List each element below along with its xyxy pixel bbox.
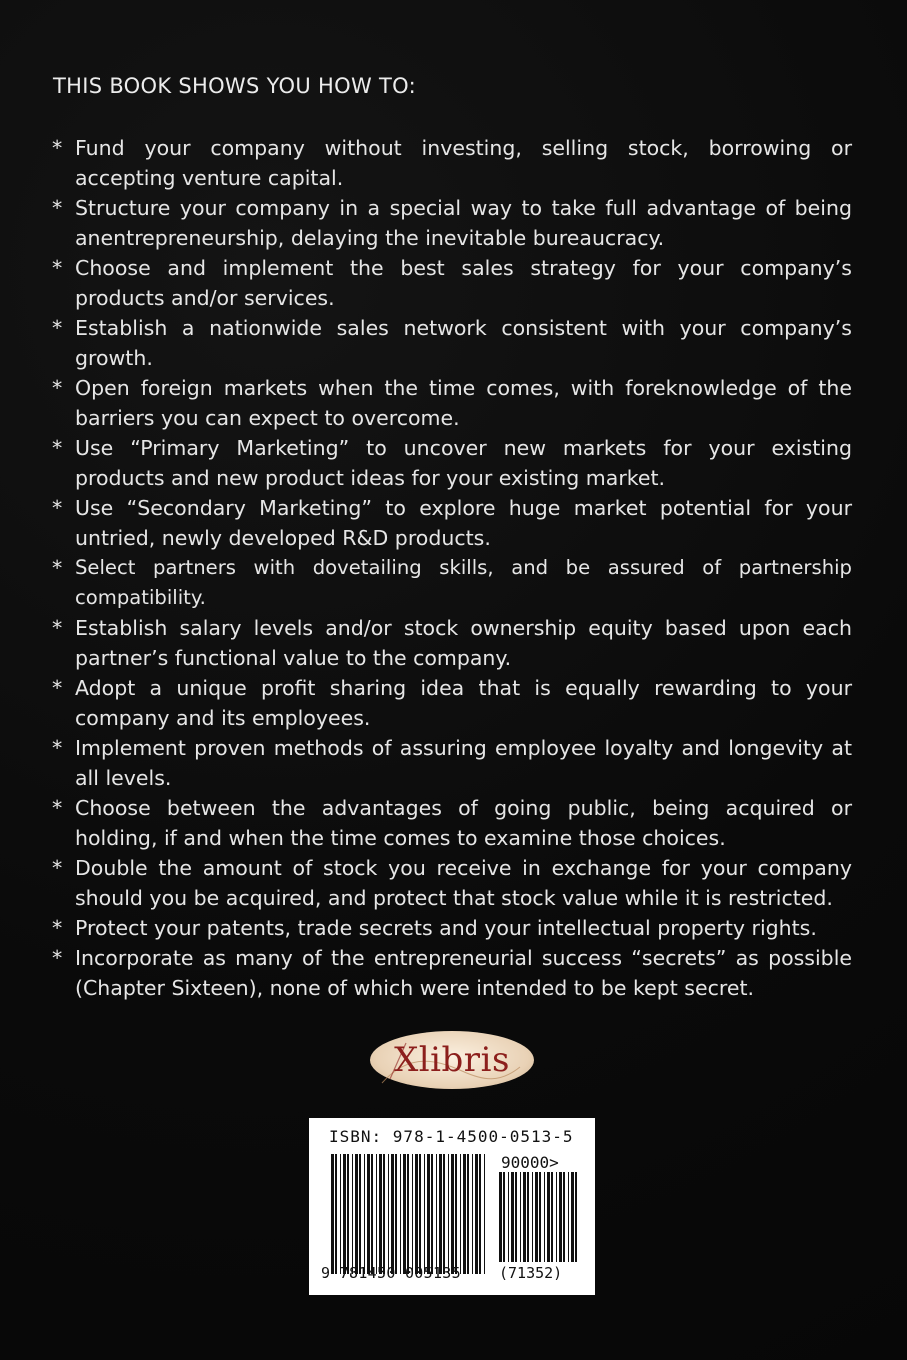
bullet-asterisk: * bbox=[52, 196, 63, 220]
barcode-bar bbox=[575, 1172, 577, 1262]
barcode-bar bbox=[403, 1154, 406, 1274]
barcode-bar bbox=[347, 1154, 349, 1274]
isbn-label: ISBN: 978-1-4500-0513-5 bbox=[329, 1127, 574, 1146]
bullet-asterisk: * bbox=[52, 256, 63, 280]
barcode-bar bbox=[407, 1154, 409, 1274]
barcode-bar bbox=[544, 1172, 545, 1262]
list-item bbox=[52, 913, 852, 943]
list-item bbox=[52, 433, 852, 493]
bullet-asterisk: * bbox=[52, 136, 63, 160]
bullet-text: Implement proven methods of assuring employee loyalty and longevity at all levels. bbox=[75, 736, 852, 790]
barcode-bar bbox=[391, 1154, 394, 1274]
barcode-bar bbox=[535, 1172, 538, 1262]
barcode-bar bbox=[547, 1172, 550, 1262]
barcode-bar bbox=[479, 1154, 481, 1274]
barcode-bar bbox=[448, 1154, 449, 1274]
bullet-text: Adopt a unique profit sharing idea that is equally rewarding to your company and its employees. bbox=[75, 676, 852, 730]
bullet-text: Fund your company without investing, selling stock, borrowing or accepting venture capital. bbox=[75, 136, 852, 190]
barcode-bar bbox=[508, 1172, 509, 1262]
barcode-bar bbox=[443, 1154, 445, 1274]
benefits-list bbox=[52, 133, 852, 1003]
barcode-bar bbox=[556, 1172, 557, 1262]
barcode-bar bbox=[431, 1154, 433, 1274]
barcode-bar bbox=[475, 1154, 478, 1274]
bullet-asterisk: * bbox=[52, 316, 63, 340]
list-item bbox=[52, 133, 852, 193]
list-item bbox=[52, 193, 852, 253]
bullet-asterisk: * bbox=[52, 376, 63, 400]
barcode-bar bbox=[503, 1172, 505, 1262]
list-item bbox=[52, 793, 852, 853]
bullet-text: Choose and implement the best sales strategy for your company’s products and/or services. bbox=[75, 256, 852, 310]
barcode-bar bbox=[412, 1154, 413, 1274]
list-item bbox=[52, 853, 852, 913]
barcode-bar bbox=[571, 1172, 574, 1262]
barcode-bar bbox=[415, 1154, 418, 1274]
barcode-bar bbox=[335, 1154, 337, 1274]
addon-digits: 90000> bbox=[501, 1153, 559, 1172]
barcode-bar bbox=[523, 1172, 526, 1262]
bullet-asterisk: * bbox=[52, 616, 63, 640]
bullet-text: Open foreign markets when the time comes, with foreknowledge of the barriers you can expect to overcome. bbox=[75, 376, 852, 430]
barcode-bar bbox=[539, 1172, 541, 1262]
barcode-bar bbox=[460, 1154, 461, 1274]
xlibris-logo bbox=[370, 1031, 534, 1089]
barcode-bar bbox=[388, 1154, 389, 1274]
back-cover-heading: THIS BOOK SHOWS YOU HOW TO: bbox=[53, 74, 416, 98]
barcode-bar bbox=[395, 1154, 397, 1274]
bullet-text: Choose between the advantages of going public, being acquired or holding, if and when the time comes to examine those choices. bbox=[75, 796, 852, 850]
bullet-text: Use “Secondary Marketing” to explore huge market potential for your untried, newly developed R&D products. bbox=[75, 496, 852, 550]
list-item bbox=[52, 373, 852, 433]
barcode-bar bbox=[551, 1172, 553, 1262]
bullet-asterisk: * bbox=[52, 736, 63, 760]
barcode-bar bbox=[400, 1154, 401, 1274]
bullet-asterisk: * bbox=[52, 676, 63, 700]
barcode-bar bbox=[340, 1154, 341, 1274]
logo-wordmark: Xlibris bbox=[394, 1040, 510, 1080]
barcode-bar bbox=[379, 1154, 382, 1274]
list-item bbox=[52, 493, 852, 553]
barcode-bar bbox=[355, 1154, 358, 1274]
barcode-bar bbox=[343, 1154, 346, 1274]
barcode-bar bbox=[331, 1154, 334, 1274]
barcode-bar bbox=[359, 1154, 361, 1274]
bullet-asterisk: * bbox=[52, 496, 63, 520]
bullet-text: Protect your patents, trade secrets and your intellectual property rights. bbox=[75, 916, 817, 940]
barcode-bar bbox=[563, 1172, 565, 1262]
barcode-bar bbox=[455, 1154, 457, 1274]
barcode-digits: 9 781450 005135 bbox=[321, 1264, 461, 1282]
barcode-bar bbox=[463, 1154, 466, 1274]
bullet-text: Select partners with dovetailing skills, and be assured of partnership compatibility. bbox=[75, 556, 852, 609]
bullet-text: Establish a nationwide sales network consistent with your company’s growth. bbox=[75, 316, 852, 370]
bullet-text: Structure your company in a special way to take full advantage of being anentrepreneurship, delaying the inevitable bureaucracy. bbox=[75, 196, 852, 250]
bullet-text: Use “Primary Marketing” to uncover new markets for your existing products and new product ideas for your existing market. bbox=[75, 436, 852, 490]
barcode-bar bbox=[532, 1172, 533, 1262]
list-item bbox=[52, 613, 852, 673]
barcode-bar bbox=[352, 1154, 353, 1274]
bullet-asterisk: * bbox=[52, 556, 63, 580]
bullet-asterisk: * bbox=[52, 856, 63, 880]
list-item bbox=[52, 733, 852, 793]
barcode-bar bbox=[472, 1154, 473, 1274]
barcode-bar bbox=[515, 1172, 517, 1262]
list-item bbox=[52, 553, 852, 613]
barcode-bar bbox=[467, 1154, 469, 1274]
barcode-bar bbox=[436, 1154, 437, 1274]
barcode-bar bbox=[419, 1154, 421, 1274]
bullet-text: Establish salary levels and/or stock ownership equity based upon each partner’s functional value to the company. bbox=[75, 616, 852, 670]
price-code: (71352) bbox=[499, 1264, 563, 1282]
barcode-bar bbox=[451, 1154, 454, 1274]
bullet-asterisk: * bbox=[52, 796, 63, 820]
barcode-bar bbox=[376, 1154, 377, 1274]
barcode-bar bbox=[383, 1154, 385, 1274]
barcode-bar bbox=[527, 1172, 529, 1262]
barcode-bar bbox=[520, 1172, 521, 1262]
barcode-bar bbox=[424, 1154, 425, 1274]
bullet-asterisk: * bbox=[52, 436, 63, 460]
barcode-bar bbox=[439, 1154, 442, 1274]
barcode-bar bbox=[367, 1154, 370, 1274]
list-item bbox=[52, 253, 852, 313]
barcode-bar bbox=[427, 1154, 430, 1274]
barcode-bar bbox=[559, 1172, 562, 1262]
barcode-bar bbox=[371, 1154, 373, 1274]
barcode-bar bbox=[364, 1154, 365, 1274]
bullet-text: Incorporate as many of the entrepreneurial success “secrets” as possible (Chapter Sixteen), none of which were intended to be kept secret. bbox=[75, 946, 852, 1000]
bullet-asterisk: * bbox=[52, 916, 63, 940]
barcode-bar bbox=[499, 1172, 502, 1262]
isbn-barcode bbox=[309, 1118, 595, 1295]
bullet-asterisk: * bbox=[52, 946, 63, 970]
bullet-text: Double the amount of stock you receive in exchange for your company should you be acquired, and protect that stock value while it is restricted. bbox=[75, 856, 852, 910]
barcode-bar bbox=[511, 1172, 514, 1262]
barcode-bar bbox=[484, 1154, 485, 1274]
barcode-bar bbox=[568, 1172, 569, 1262]
list-item bbox=[52, 673, 852, 733]
list-item bbox=[52, 313, 852, 373]
list-item bbox=[52, 943, 852, 1003]
